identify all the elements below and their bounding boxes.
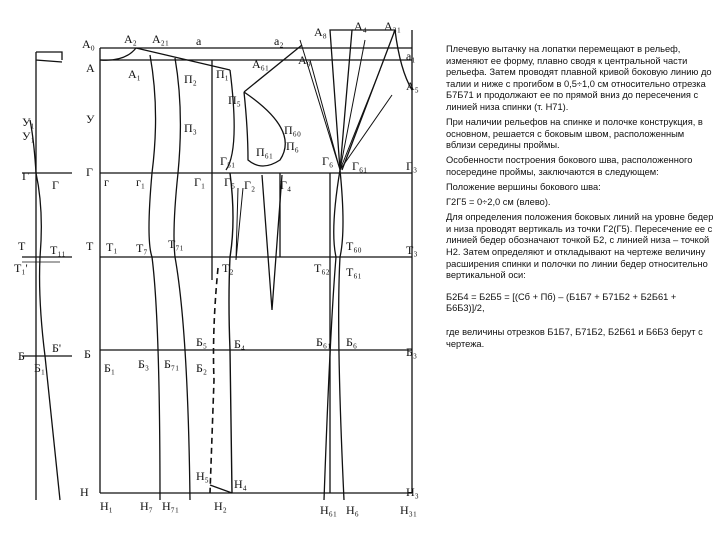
paragraph: Плечевую вытачку на лопатки перемещают в рельеф, изменяют ее форму, плавно сводя к центральной части рельефа. Затем проводят плавной кривой боковую линию до талии и ниже с прогибом в 0,5÷1,0 см относительно отрезка Б7Б71 и продолжают ее по прямой вниз до пересечения с линией низа спинки (т. Н71). (446, 44, 712, 112)
label-t60: Т₆₀ (346, 239, 362, 253)
label-g51: Г₅₁ (220, 154, 236, 168)
label-h3: Н₃ (406, 485, 419, 499)
label-g: Г (86, 165, 93, 179)
label-h31: Н₃₁ (400, 503, 418, 517)
label-g1: Г₁ (194, 175, 206, 189)
label-b: Б (84, 347, 91, 361)
label-a1: А₁ (128, 67, 141, 81)
label-h5: Н₅ (196, 469, 209, 483)
front-relief (339, 170, 344, 500)
label-a5: А₅ (406, 79, 419, 93)
label-h: Н (80, 485, 89, 499)
label-b71: Б₇₁ (164, 357, 180, 371)
label-b61: Б₆₁ (316, 335, 332, 349)
label-t: Т (86, 239, 94, 253)
label-bp: Б' (52, 341, 62, 355)
label-a2: А₂ (124, 32, 137, 46)
label-h71: Н₇₁ (162, 499, 180, 513)
label-t1: Т₁ (106, 240, 118, 254)
label-t7: Т₇ (136, 241, 148, 255)
label-h6: Н₆ (346, 503, 359, 517)
label-b-left: Б (18, 349, 25, 363)
label-a61: А₆₁ (252, 57, 270, 71)
label-h1: Н₁ (100, 499, 113, 513)
label-a2-lower: а₂ (274, 34, 284, 48)
lower-dart (236, 188, 243, 260)
label-t3: Т₃ (406, 243, 418, 257)
label-b5: Б₅ (196, 335, 208, 349)
label-h61: Н₆₁ (320, 503, 338, 517)
label-a8: А₈ (314, 25, 327, 39)
label-p60: П₆₀ (284, 123, 302, 137)
back-relief (149, 55, 160, 500)
label-p1: П₁ (216, 67, 229, 81)
label-g2: Г₂ (244, 178, 256, 192)
label-g4: Г₄ (280, 178, 292, 192)
label-a4: А₄ (354, 19, 367, 33)
label-a: А (86, 61, 95, 75)
label-t2: Т₂ (222, 261, 234, 275)
label-g-small: Г (52, 178, 59, 192)
label-g61: Г₆₁ (352, 159, 368, 173)
label-t1p: Т₁' (14, 261, 28, 275)
explanation-text (446, 44, 714, 354)
label-g3: Г₃ (406, 159, 418, 173)
label-b1: Б₁ (104, 361, 116, 375)
label-a: а (196, 34, 202, 48)
label-u: У (86, 112, 95, 126)
paragraph: где величины отрезков Б1Б7, Б71Б2, Б2Б61 и Б6Б3 берут с чертежа. (446, 326, 703, 349)
label-h2: Н₂ (214, 499, 227, 513)
formula: Б2Б4 = Б2Б5 = [(Сб + Пб) – (Б1Б7 + Б71Б2 + Б2Б61 + Б6Б3)]/2, (446, 291, 677, 314)
label-p3: П₃ (184, 121, 197, 135)
label-a0: А₀ (82, 37, 95, 51)
paragraph: Особенности построения бокового шва, расположенного посередине проймы, заключаются в следующем: (446, 155, 693, 177)
label-p2: П₂ (184, 72, 197, 86)
label-t11: Т₁₁ (50, 243, 66, 257)
label-b3: Б₃ (138, 357, 150, 371)
side-seam (229, 173, 233, 493)
label-t-left: Т (18, 239, 26, 253)
paragraph: Г2Г5 = 0÷2,0 см (влево). (446, 197, 551, 208)
label-b3r: Б₃ (406, 345, 418, 359)
paragraph: При наличии рельефов на спинке и полочке конструкция, в основном, решается с боковым швом, расположенным вблизи середины проймы. (446, 117, 703, 151)
label-u1: У₁ (22, 115, 35, 129)
side-seam-dash (210, 268, 218, 493)
label-a31: А₃₁ (384, 19, 402, 33)
label-g6: Г₆ (322, 154, 334, 168)
label-g5: Г₅ (224, 175, 236, 189)
label-b1-left: Б₁ (34, 361, 46, 375)
label-g-left: Г (22, 169, 29, 183)
label-p6: П₆ (286, 139, 299, 153)
label-b2: Б₂ (196, 361, 208, 375)
label-t62: Т₆₂ (314, 261, 330, 275)
label-p5: П₅ (228, 93, 241, 107)
label-h7: Н₇ (140, 499, 153, 513)
label-h4: Н₄ (234, 477, 247, 491)
label-g1-lower: г₁ (136, 175, 146, 189)
label-b4: Б₄ (234, 337, 246, 351)
label-a9: А₉ (298, 53, 311, 67)
label-p61: П₆₁ (256, 145, 274, 159)
label-g-lower: г (104, 175, 109, 189)
back-neck (100, 48, 136, 60)
label-t71: Т₇₁ (168, 237, 184, 251)
profile-contour (30, 120, 60, 500)
label-t61: Т₆₁ (346, 265, 362, 279)
label-a1r: а₁ (406, 49, 416, 63)
label-a21: А₂₁ (152, 32, 170, 46)
waist-dart (262, 175, 282, 310)
label-u2: У₁ (22, 129, 35, 143)
label-b6: Б₆ (346, 335, 358, 349)
hem-curve (210, 485, 232, 493)
paragraph: Положение вершины бокового шва: (446, 182, 601, 193)
paragraph: Для определения положения боковых линий на уровне бедер и низа проводят вертикаль из точки Г2(Г5). Пересечение ее с линией бедер обозначают точкой Б2, с линией низа – точкой Н2. Затем определяют и откладывают на чертеже величину расширения спинки и полочки по линии бедер относительно вертикальной оси: (446, 212, 714, 281)
